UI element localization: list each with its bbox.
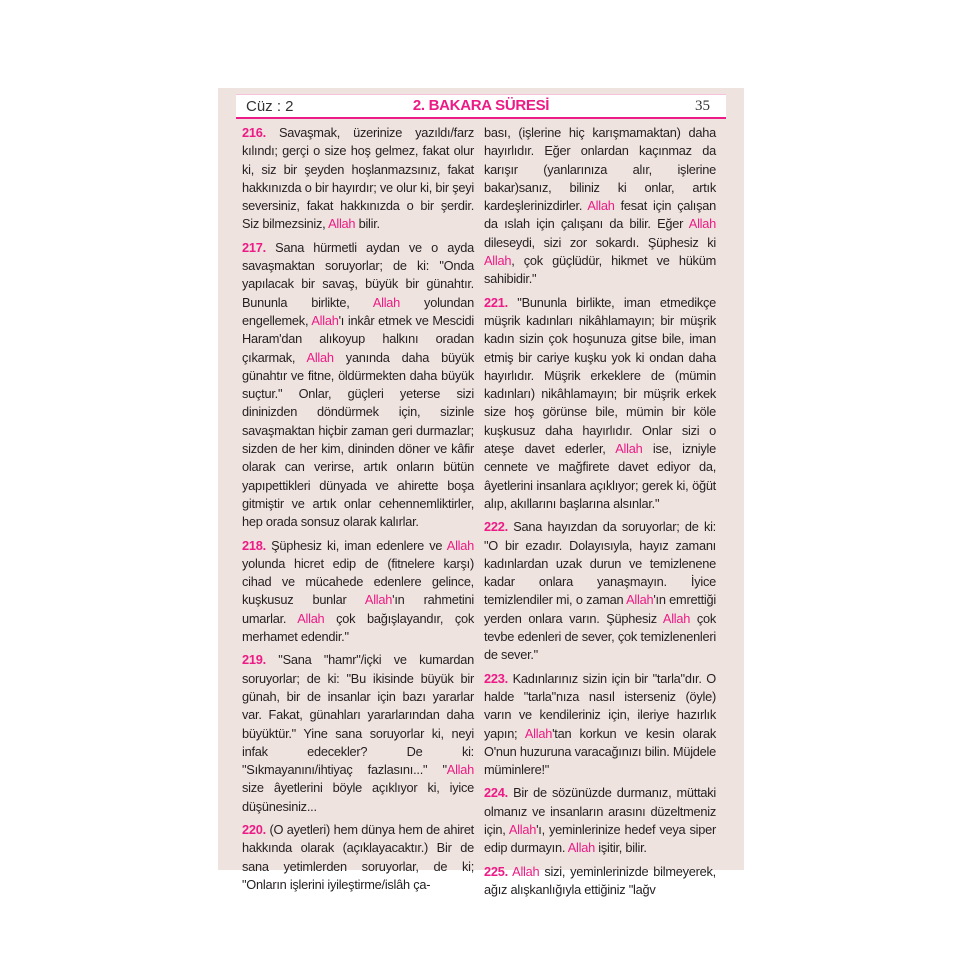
divine-name: Allah	[626, 592, 654, 608]
verse-text: Kadınlarınız sizin için bir "tarla"dır. O halde "tarla"nıza nasıl isterseniz (öyle) varın ve kendileriniz için, ileriye hazırlık yapın;	[484, 670, 717, 741]
divine-name: Allah	[567, 840, 595, 856]
divine-name: Allah	[311, 312, 339, 328]
page-number: 35	[695, 98, 710, 114]
divine-name: Allah	[446, 537, 474, 553]
divine-name: Allah	[446, 762, 474, 778]
verse-text: Savaşmak, üzerinize yazıldı/farz kılındı; gerçi o size hoş gelmez, fakat olur ki, siz bir şeyden hoşlanmazsınız, fakat hakkınızda o bir hayırdır; ve olur ki, bir şeyi seversiniz, fakat hakkınızda o bir şerdir. Siz bilmezsiniz,	[242, 125, 474, 232]
verse-text: , çok güçlüdür, hikmet ve hüküm sahibidir."	[484, 253, 716, 287]
verse-text: "Bununla birlikte, iman etmedikçe müşrik kadınları nikâhlamayın; bir müşrik kadın sizin çok hoşunuza gitse bile, iman etmiş bir cariye kuşku yok ki ondan daha hayırlıdır. Müşrik erkeklere de (mümin kadınları) nikâhlamayın; bir müşrik erkek size hoş görünse bile, mümin bir köle kuşkusuz daha hayırlıdır. Onlar sizi o ateşe davet ederler,	[484, 294, 716, 457]
verse	[242, 651, 474, 816]
divine-name: Allah	[306, 349, 334, 365]
divine-name: Allah	[524, 725, 553, 741]
verse-text: dileseydi, sizi zor sokardı. Şüphesiz ki	[484, 234, 716, 250]
book-page	[218, 88, 744, 897]
verse-text: 'ı inkâr etmek ve Mescidi Haram'dan alıkoyup halkını oradan çıkarmak,	[242, 312, 475, 365]
verse-text: işitir, bilir.	[594, 840, 647, 856]
divine-name: Allah	[297, 610, 325, 626]
verse-text: yolunda hicret edip de (fitnelere karşı) cihad ve mücahede edenlere gelince, kuşkusuz bunlar	[242, 555, 474, 608]
divine-name: Allah	[662, 610, 691, 626]
verse-number: 223.	[484, 670, 508, 686]
verse-text: çok tevbe edenleri de sever, çok temizlenenleri de sever."	[484, 610, 716, 663]
divine-name: Allah	[587, 198, 615, 214]
verse-text: yanında daha büyük günahtır ve fitne, öldürmekten daha büyük suçtur." Onlar, güçleri yeterse sizi dininizden döndürmek için, sizinle savaşmaktan hiçbir zaman geri durmazlar; sizden de her kim, dininden döner ve kâfir olarak can verirse, artık onların bütün yapıpettikleri dünyada ve ahirette boşa gitmiştir ve artık onlar cehennemliktirler, hep orada sonsuz olarak kalırlar.	[242, 349, 475, 530]
verse-number: 221.	[484, 294, 508, 310]
verse-text: fesat için çalışan da ıslah için çalışanı da bilir. Eğer	[484, 198, 716, 232]
page-header	[236, 94, 726, 119]
verse-text: bilir.	[355, 216, 380, 232]
verse	[242, 239, 474, 532]
verse-text: çok bağışlayandır, çok merhamet edendir."	[242, 610, 474, 645]
verse-number: 216.	[242, 125, 266, 140]
sura-title: 2. BAKARA SÜRESİ	[412, 97, 550, 114]
verse	[484, 518, 716, 664]
verse-number: 224.	[484, 785, 508, 801]
verse	[484, 784, 716, 857]
verse-text: Şüphesiz ki, iman edenlere ve	[271, 537, 447, 553]
divine-name: Allah	[328, 216, 356, 232]
verse-text: sizi, yeminlerinizde bilmeyerek, ağız alışkanlığıyla ettiğiniz "lağv	[484, 863, 716, 897]
verse-text: Sana hayızdan da soruyorlar; de ki: "O bir ezadır. Dolayısıyla, hayız zamanı kadınlardan uzak durun ve temizlenene kadar onlara yanaşmayın. İyice temizlendiler mi, o zaman	[484, 519, 716, 608]
verse	[242, 537, 474, 647]
divine-name: Allah	[484, 253, 512, 269]
verse-text: size âyetlerini böyle açıklıyor ki, iyice düşünesiniz...	[242, 780, 474, 814]
verse-text: Sana hürmetli aydan ve o ayda savaşmaktan soruyorlar; de ki: "Onda yapılacak bir savaş, büyük bir günahtır. Bununla birlikte,	[242, 239, 474, 310]
verse-text: 'tan korkun ve kesin olarak O'nun huzuruna varacağınızı bilin. Müjdele müminlere!"	[484, 725, 716, 778]
verse-number: 220.	[242, 821, 266, 837]
verse-number: 219.	[242, 652, 266, 668]
verse-number: 222.	[484, 519, 508, 535]
divine-name: Allah	[364, 592, 393, 608]
verse-text: ise, izniyle cennete ve mağfirete davet ediyor da, âyetlerini insanlara açıklıyor; gerek ki, öğüt alıp, akıllarını başlarına alsınlar."	[484, 441, 716, 511]
verse	[484, 294, 716, 514]
verse-text: "Sana "hamr"/içki ve kumardan soruyorlar; de ki: "Bu ikisinde büyük bir günah, bir de insanlar için bazı yararlar var. Fakat, günahları yararlarından daha büyüktür." Yine sana soruyorlar ki, neyi infak edecekler? De ki: "Sıkmayanını/ihtiyaç fazlasını..." "	[242, 652, 475, 778]
verse	[484, 670, 716, 780]
verse	[242, 821, 474, 894]
verse-text: yolundan engellemek,	[242, 294, 475, 328]
verse-text: bası, (işlerine hiç karışmamaktan) daha hayırlıdır. Eğer onlardan kaçınmaz da karışır (yanlarınıza alır, işlerine bakar)sanız, biliniz ki onlar, artık kardeşlerinizdirler.	[484, 125, 716, 214]
left-column	[242, 124, 475, 892]
juz-label: Cüz : 2	[246, 98, 294, 115]
verse-text: 'ın rahmetini umarlar.	[242, 592, 474, 626]
divine-name: Allah	[508, 821, 537, 837]
verse-text: Bir de sözünüzde durmanız, müttaki olmanız ve insanların arasını düzeltmeniz için,	[484, 785, 717, 837]
divine-name: Allah	[615, 441, 643, 457]
verse-number: 225.	[484, 863, 508, 879]
verse	[484, 124, 716, 289]
verse-number: 217.	[242, 239, 266, 255]
verse-text: 'ı, yeminlerinize hedef veya siper edip durmayın.	[484, 821, 716, 856]
divine-name: Allah	[512, 863, 540, 879]
divine-name: Allah	[372, 294, 401, 310]
divine-name: Allah	[688, 216, 716, 232]
verse-text: (O ayetleri) hem dünya hem de ahiret hakkında olarak (açıklayacaktır.) Bir de sana yetimlerden soruyorlar, de ki; "Onların işlerini iyileştirme/islâh ça-	[242, 821, 474, 892]
verse-number: 218.	[242, 537, 266, 553]
verse	[242, 124, 474, 234]
verse	[484, 863, 716, 900]
verse-text: 'ın emrettiği yerden onlara varın. Şüphesiz	[484, 592, 716, 626]
right-column	[484, 124, 717, 897]
